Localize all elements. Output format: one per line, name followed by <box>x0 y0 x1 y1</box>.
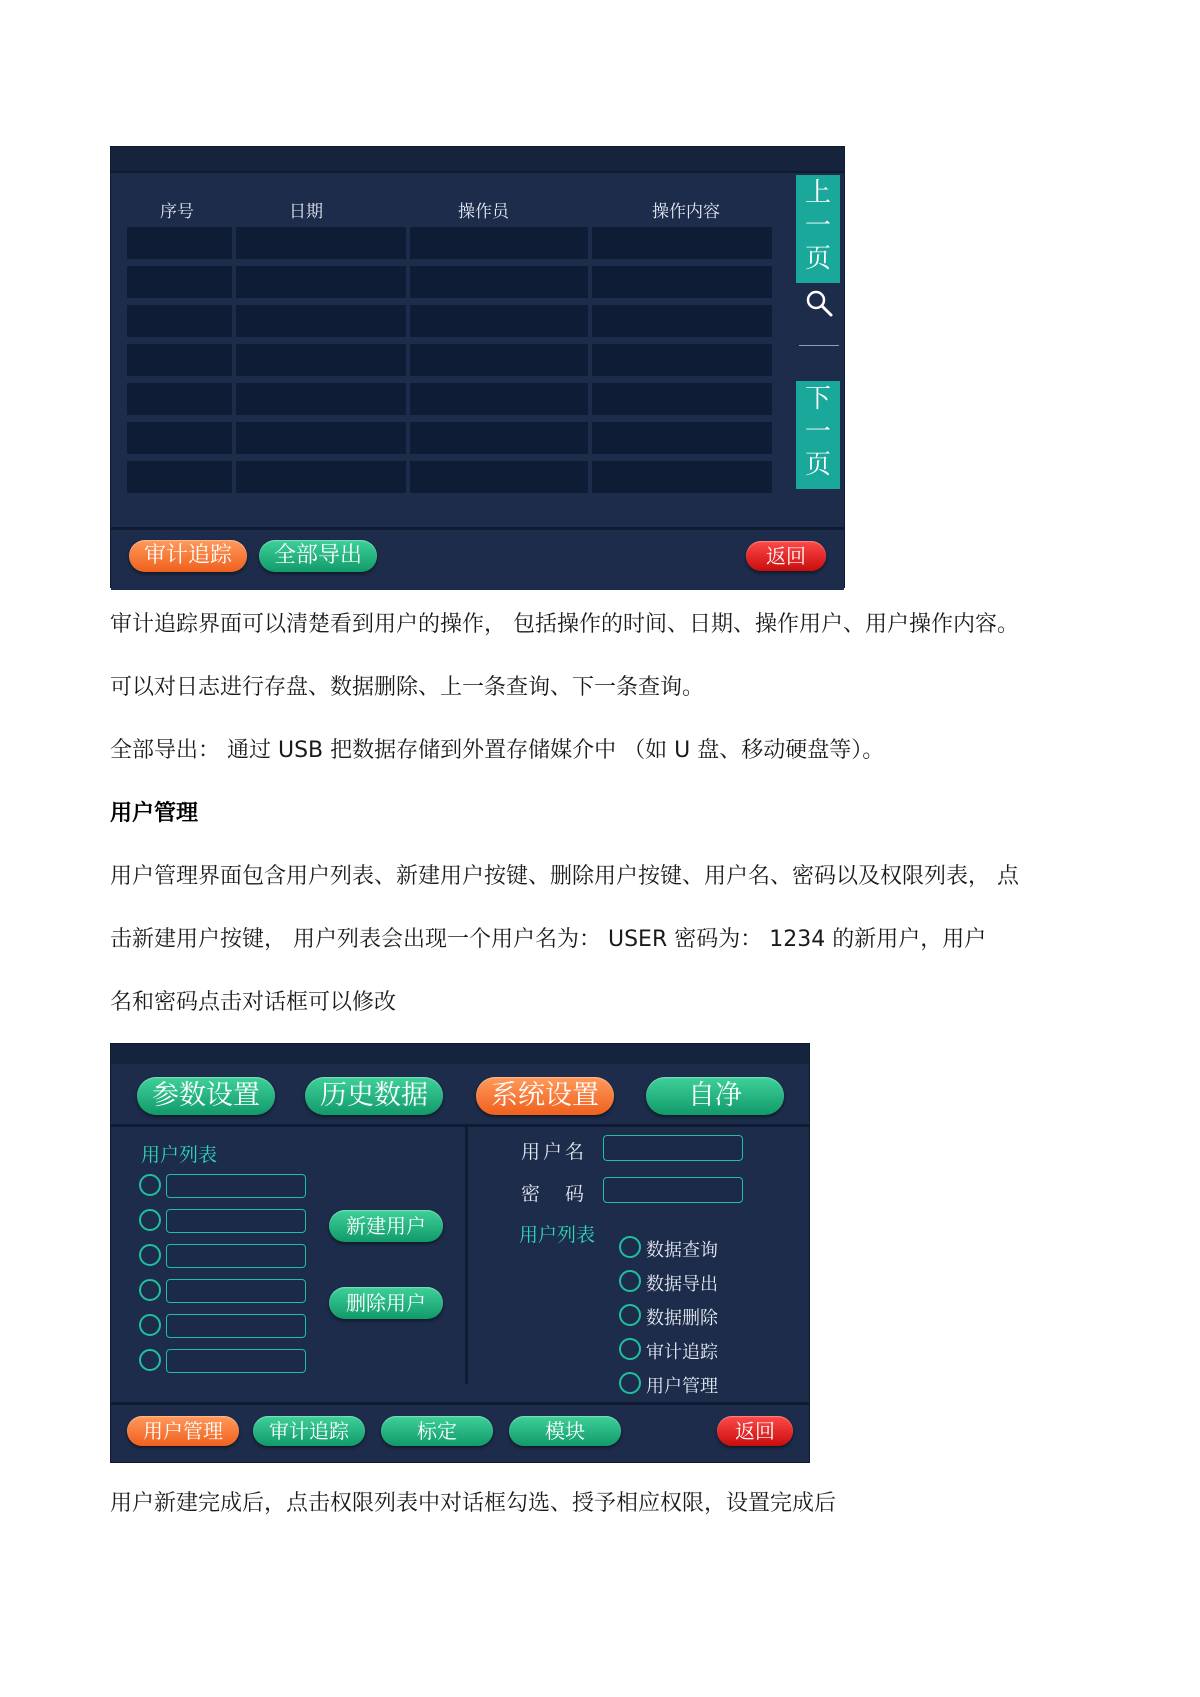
table-cell <box>236 305 406 337</box>
user-select-radio[interactable] <box>139 1174 161 1196</box>
audit-trail-screen <box>110 146 845 588</box>
table-row[interactable] <box>127 266 772 298</box>
permission-checkbox[interactable] <box>619 1270 641 1292</box>
table-cell <box>127 227 232 259</box>
divider <box>799 345 839 346</box>
user-list-field[interactable] <box>166 1244 306 1268</box>
paragraph: 全部导出： 通过 USB 把数据存储到外置存储媒介中 （如 U 盘、移动硬盘等）。 <box>110 738 885 763</box>
table-row[interactable] <box>127 227 772 259</box>
table-row[interactable] <box>127 344 772 376</box>
table-cell <box>127 422 232 454</box>
permission-label: 数据查询 <box>646 1240 718 1261</box>
table-cell <box>236 344 406 376</box>
prev-page-button[interactable] <box>796 175 840 283</box>
table-cell <box>127 461 232 493</box>
user-list-field[interactable] <box>166 1209 306 1233</box>
table-cell <box>236 422 406 454</box>
table-cell <box>592 383 772 415</box>
next-page-char: 下 <box>804 384 831 414</box>
permission-checkbox[interactable] <box>619 1304 641 1326</box>
prev-page-char: 上 <box>804 178 831 208</box>
user-list-field[interactable] <box>166 1314 306 1338</box>
user-list-field[interactable] <box>166 1349 306 1373</box>
table-cell <box>592 422 772 454</box>
search-icon[interactable] <box>803 287 835 319</box>
permission-label: 数据删除 <box>646 1308 718 1329</box>
user-list-field[interactable] <box>166 1174 306 1198</box>
prev-page-char: 页 <box>804 244 831 274</box>
user-select-radio[interactable] <box>139 1279 161 1301</box>
permission-checkbox[interactable] <box>619 1338 641 1360</box>
table-cell <box>410 344 588 376</box>
user-select-radio[interactable] <box>139 1244 161 1266</box>
table-row[interactable] <box>127 305 772 337</box>
column-header-operator: 操作员 <box>458 202 509 222</box>
table-cell <box>236 461 406 493</box>
table-cell <box>127 383 232 415</box>
back-button[interactable]: 返回 <box>717 1416 793 1446</box>
table-cell <box>410 227 588 259</box>
paragraph: 可以对日志进行存盘、数据删除、上一条查询、下一条查询。 <box>110 675 705 700</box>
table-cell <box>592 344 772 376</box>
user-select-radio[interactable] <box>139 1209 161 1231</box>
permission-label: 审计追踪 <box>646 1342 718 1363</box>
table-cell <box>236 227 406 259</box>
table-row[interactable] <box>127 461 772 493</box>
divider <box>111 1124 809 1127</box>
tab-self-clean[interactable]: 自净 <box>646 1077 784 1115</box>
table-row[interactable] <box>127 422 772 454</box>
permission-label: 用户管理 <box>646 1376 718 1397</box>
next-page-char: 页 <box>804 450 831 480</box>
next-page-char: 一 <box>804 417 831 447</box>
column-header-content: 操作内容 <box>652 202 720 222</box>
table-cell <box>236 383 406 415</box>
table-cell <box>592 305 772 337</box>
section-heading: 用户管理 <box>110 801 199 826</box>
table-cell <box>410 305 588 337</box>
user-select-radio[interactable] <box>139 1314 161 1336</box>
user-list-title: 用户列表 <box>141 1144 218 1166</box>
next-page-button[interactable] <box>796 381 840 489</box>
table-cell <box>410 461 588 493</box>
paragraph: 击新建用户按键， 用户列表会出现一个用户名为： USER 密码为： 1234 的新用户，用户 <box>110 927 987 952</box>
user-select-radio[interactable] <box>139 1349 161 1371</box>
audit-trail-button[interactable]: 审计追踪 <box>129 540 247 572</box>
password-label: 密 码 <box>521 1183 588 1205</box>
column-header-index: 序号 <box>160 202 194 222</box>
username-field[interactable] <box>603 1135 743 1161</box>
column-header-date: 日期 <box>289 202 323 222</box>
paragraph: 审计追踪界面可以清楚看到用户的操作， 包括操作的时间、日期、操作用户、用户操作内容。 <box>110 612 1019 637</box>
delete-user-button[interactable]: 删除用户 <box>329 1287 443 1319</box>
calibration-button[interactable]: 标定 <box>381 1416 493 1446</box>
user-list-field[interactable] <box>166 1279 306 1303</box>
table-cell <box>410 422 588 454</box>
top-bar <box>111 1044 809 1064</box>
password-field[interactable] <box>603 1177 743 1203</box>
export-all-button[interactable]: 全部导出 <box>259 540 377 572</box>
username-label: 用户名 <box>521 1141 588 1163</box>
paragraph: 名和密码点击对话框可以修改 <box>110 990 397 1015</box>
table-cell <box>592 266 772 298</box>
permission-checkbox[interactable] <box>619 1236 641 1258</box>
audit-trail-button[interactable]: 审计追踪 <box>253 1416 365 1446</box>
permission-list-title: 用户列表 <box>519 1224 596 1246</box>
tab-history-data[interactable]: 历史数据 <box>305 1077 443 1115</box>
paragraph: 用户管理界面包含用户列表、新建用户按键、删除用户按键、用户名、密码以及权限列表， 点 <box>110 864 1019 889</box>
table-cell <box>592 461 772 493</box>
permission-label: 数据导出 <box>646 1274 718 1295</box>
table-row[interactable] <box>127 383 772 415</box>
paragraph: 用户新建完成后，点击权限列表中对话框勾选、授予相应权限，设置完成后 <box>110 1491 837 1516</box>
permission-checkbox[interactable] <box>619 1372 641 1394</box>
prev-page-char: 一 <box>804 211 831 241</box>
back-button[interactable]: 返回 <box>746 541 826 571</box>
module-button[interactable]: 模块 <box>509 1416 621 1446</box>
table-cell <box>127 305 232 337</box>
table-cell <box>127 266 232 298</box>
divider <box>465 1124 468 1384</box>
user-management-screen <box>110 1043 810 1463</box>
table-cell <box>236 266 406 298</box>
divider <box>111 1402 809 1405</box>
table-cell <box>127 344 232 376</box>
top-bar <box>111 147 844 173</box>
table-cell <box>592 227 772 259</box>
table-cell <box>410 266 588 298</box>
new-user-button[interactable]: 新建用户 <box>329 1210 443 1242</box>
table-cell <box>410 383 588 415</box>
tab-system-settings[interactable]: 系统设置 <box>476 1077 614 1115</box>
tab-parameter-settings[interactable]: 参数设置 <box>137 1077 275 1115</box>
user-management-button[interactable]: 用户管理 <box>127 1416 239 1446</box>
